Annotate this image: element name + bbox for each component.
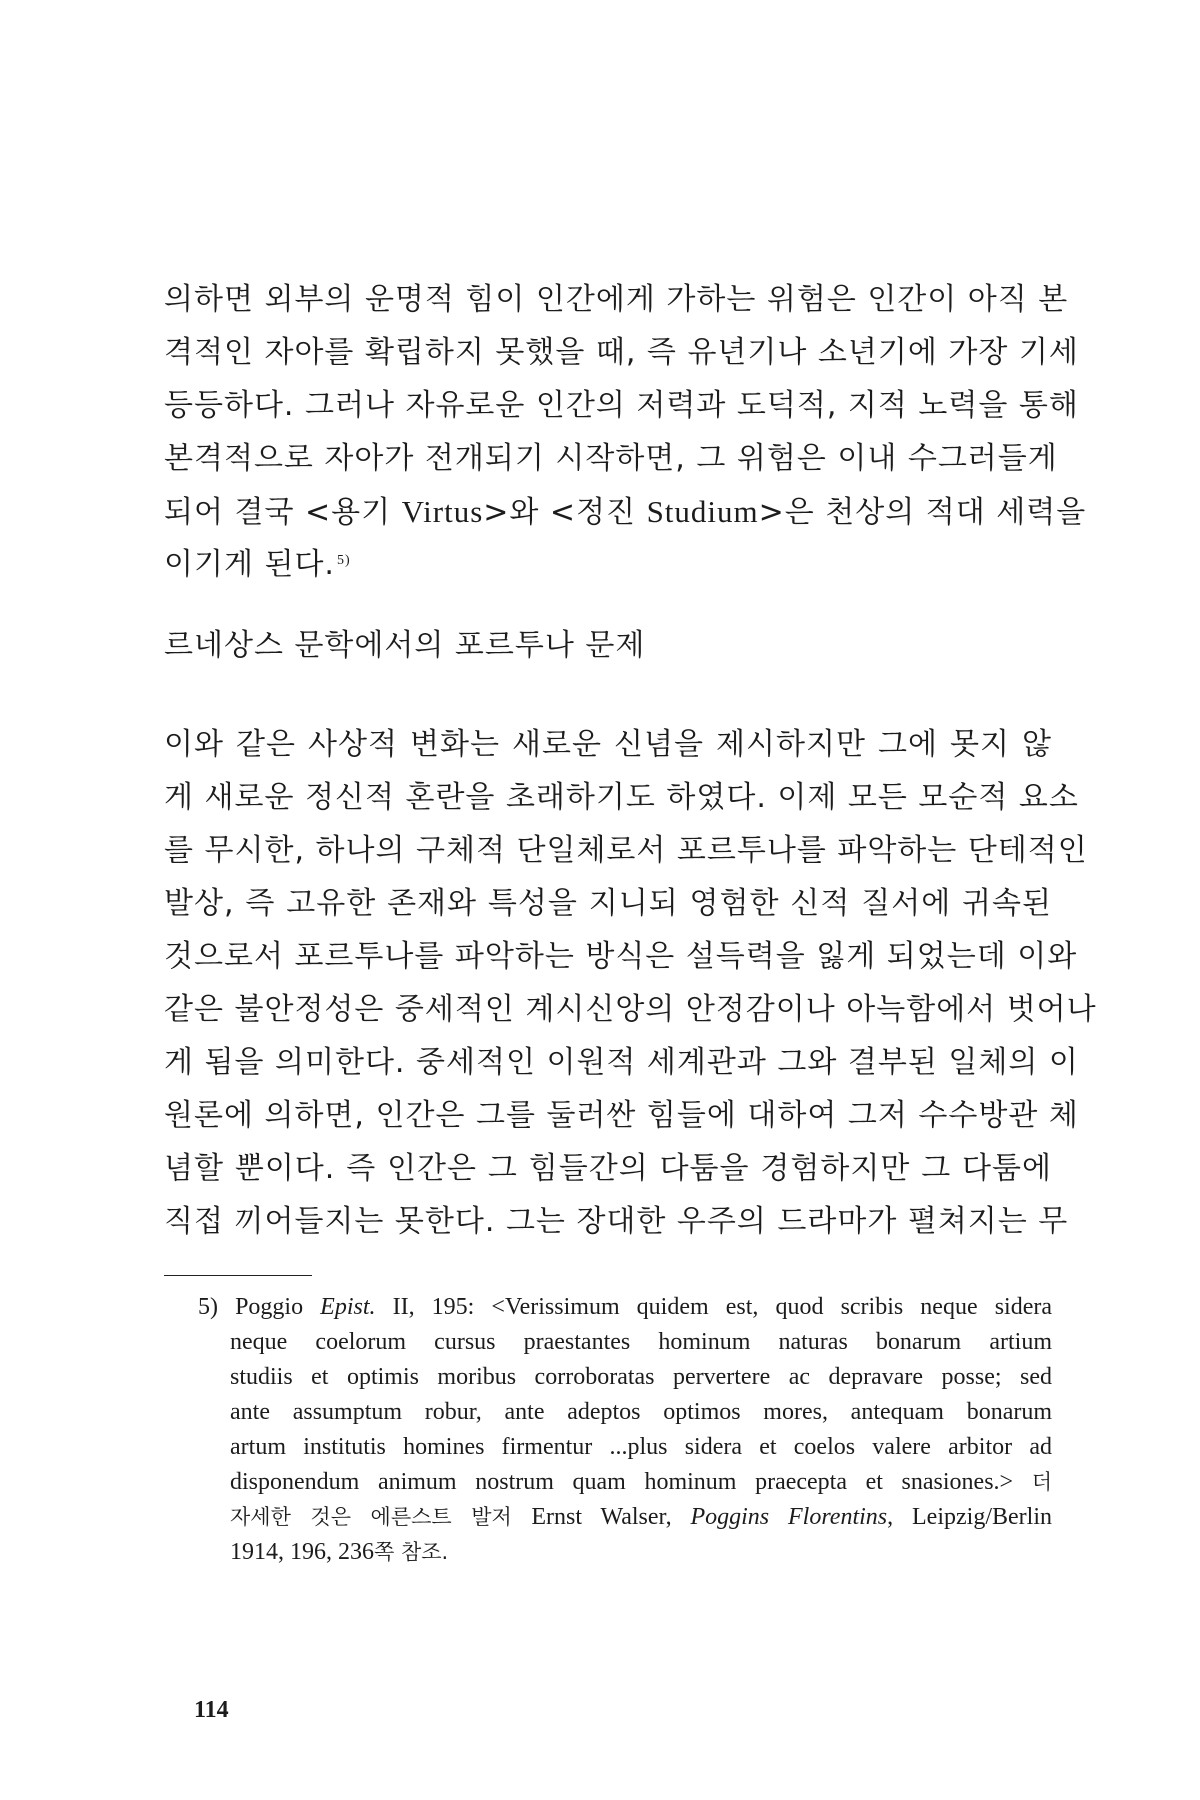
latin-term-studium: Studium: [646, 494, 759, 529]
text-line: [164, 538, 1052, 591]
footnote-5: [200, 1290, 1052, 1570]
page-number: 114: [194, 1697, 229, 1723]
text-line: 같은 불안정성은 중세적인 계시신앙의 안정감이나 아늑함에서 벗어나: [164, 992, 1097, 1027]
text-fragment: disponendum animum nostrum quam hominum praecepta et snasiones.>: [230, 1469, 1032, 1495]
text-line: 발상, 즉 고유한 존재와 특성을 지니되 영험한 신적 질서에 귀속된: [164, 886, 1052, 921]
body-paragraph-1: [164, 273, 1087, 591]
text-fragment: >와 <정진: [483, 495, 647, 530]
text-fragment: 되어 결국 <용기: [164, 495, 402, 530]
text-line: 의하면 외부의 운명적 힘이 인간에게 가하는 위험은 인간이 아직 본: [164, 282, 1069, 317]
text-line: [164, 485, 1087, 538]
text-fragment: Ernst Walser,: [531, 1504, 691, 1530]
text-line: 이와 같은 사상적 변화는 새로운 신념을 제시하지만 그에 못지 않: [164, 727, 1052, 762]
footnote-line: studiis et optimis moribus corroboratas pervertere ac depravare posse; sed: [230, 1364, 1052, 1390]
footnote-divider: [164, 1275, 312, 1276]
text-line: 격적인 자아를 확립하지 못했을 때, 즉 유년기나 소년기에 가장 기세: [164, 335, 1079, 370]
text-line: 직접 끼어들지는 못한다. 그는 장대한 우주의 드라마가 펼쳐지는 무: [164, 1204, 1069, 1239]
text-fragment: 더: [1031, 1470, 1052, 1494]
footnote-reference[interactable]: 5): [336, 553, 351, 568]
text-fragment: 5) Poggio: [198, 1294, 321, 1320]
text-line: 게 새로운 정신적 혼란을 초래하기도 하였다. 이제 모든 모순적 요소: [164, 780, 1079, 815]
italic-book-title: Poggins Florentins: [690, 1504, 888, 1530]
text-fragment: 1914, 196, 236: [230, 1539, 374, 1565]
footnote-line: [200, 1465, 1052, 1500]
text-fragment: 이기게 된다.: [164, 547, 335, 582]
body-paragraph-2: [164, 718, 1097, 1248]
text-fragment: 자세한 것은 에른스트 발저: [230, 1505, 532, 1529]
text-line: 를 무시한, 하나의 구체적 단일체로서 포르투나를 파악하는 단테적인: [164, 833, 1088, 868]
footnote-line: ante assumptum robur, ante adeptos optimos mores, antequam bonarum: [230, 1399, 1052, 1425]
footnote-line: neque coelorum cursus praestantes hominum naturas bonarum artium: [230, 1329, 1052, 1355]
text-line: 본격적으로 자아가 전개되기 시작하면, 그 위험은 이내 수그러들게: [164, 441, 1058, 476]
text-fragment: 쪽 참조.: [374, 1540, 449, 1564]
italic-citation: Epist.: [320, 1294, 376, 1320]
footnote-line: [200, 1500, 1052, 1535]
text-fragment: , Leipzig/Berlin: [887, 1504, 1052, 1530]
text-line: 게 됨을 의미한다. 중세적인 이원적 세계관과 그와 결부된 일체의 이: [164, 1045, 1079, 1080]
footnote-line: artum institutis homines firmentur ...plus sidera et coelos valere arbitor ad: [230, 1434, 1052, 1460]
text-line: 것으로서 포르투나를 파악하는 방식은 설득력을 잃게 되었는데 이와: [164, 939, 1078, 974]
footnote-line: [200, 1535, 1052, 1570]
latin-term-virtus: Virtus: [401, 494, 484, 529]
text-line: 념할 뿐이다. 즉 인간은 그 힘들간의 다툼을 경험하지만 그 다툼에: [164, 1151, 1052, 1186]
text-line: 등등하다. 그러나 자유로운 인간의 저력과 도덕적, 지적 노력을 통해: [164, 388, 1079, 423]
footnote-line: [198, 1290, 1052, 1325]
text-line: 원론에 의하면, 인간은 그를 둘러싼 힘들에 대하여 그저 수수방관 체: [164, 1098, 1079, 1133]
text-fragment: >은 천상의 적대 세력을: [758, 495, 1087, 530]
section-heading: 르네상스 문학에서의 포르투나 문제: [164, 628, 646, 663]
text-fragment: II, 195: <Verissimum quidem est, quod scribis neque sidera: [375, 1294, 1052, 1320]
